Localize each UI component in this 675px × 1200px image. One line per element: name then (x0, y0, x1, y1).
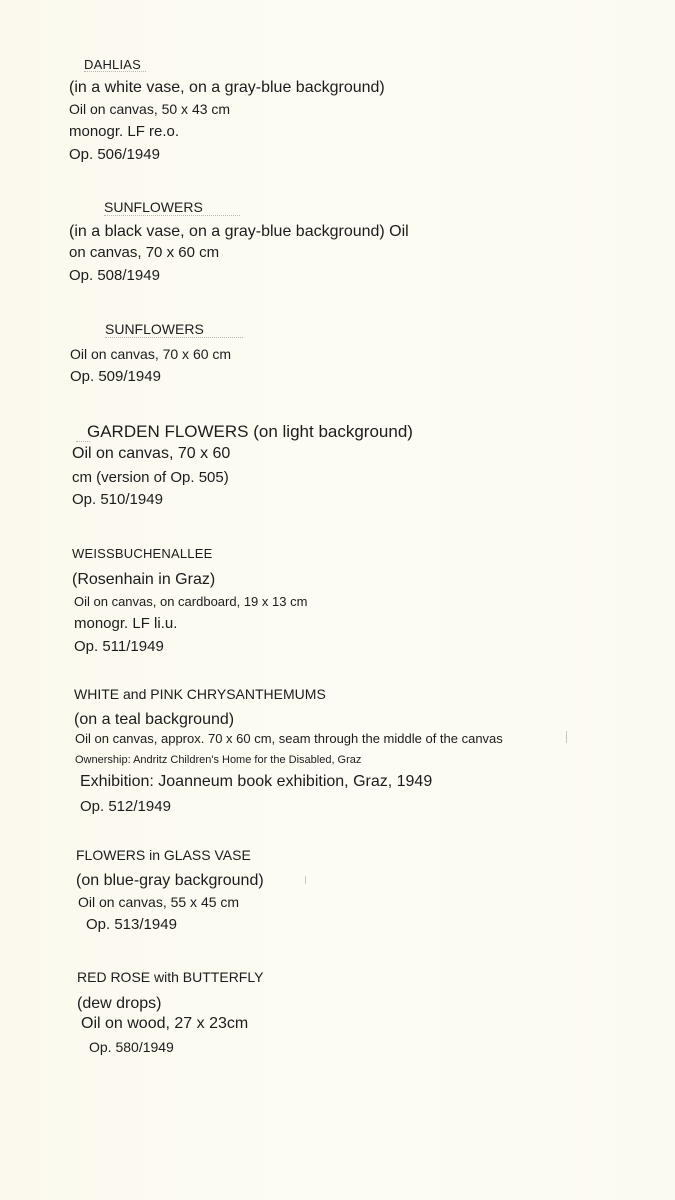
entry-title: SUNFLOWERS (105, 321, 204, 337)
entry-subtitle: (on blue-gray background) (76, 872, 264, 889)
entry-medium-cont: cm (version of Op. 505) (72, 469, 229, 486)
entry-title: RED ROSE with BUTTERFLY (77, 969, 264, 985)
entry-medium: Oil on canvas, on cardboard, 19 x 13 cm (74, 594, 308, 609)
entry-opus: Op. 580/1949 (89, 1039, 174, 1055)
entry-opus: Op. 508/1949 (69, 267, 160, 284)
entry-medium: Oil on canvas, approx. 70 x 60 cm, seam through the middle of the canvas (75, 731, 503, 746)
entry-opus: Op. 512/1949 (80, 798, 171, 815)
entry-medium: Oil on canvas, 50 x 43 cm (69, 101, 231, 117)
entry-subtitle: (in a white vase, on a gray-blue background) (69, 79, 385, 96)
title-underline (105, 337, 243, 338)
entry-medium: on canvas, 70 x 60 cm (69, 244, 220, 261)
entry-medium: Oil on canvas, 70 x 60 (72, 445, 231, 462)
entry-title: WHITE and PINK CHRYSANTHEMUMS (74, 686, 326, 702)
scan-mark (566, 731, 567, 743)
entry-opus: Op. 511/1949 (74, 638, 164, 655)
entry-monogram: monogr. LF re.o. (69, 123, 180, 140)
entry-monogram: monogr. LF li.u. (74, 615, 178, 632)
entry-subtitle: (on a teal background) (74, 711, 235, 728)
entry-medium: Oil on wood, 27 x 23cm (81, 1015, 249, 1032)
entry-exhibition: Exhibition: Joanneum book exhibition, Graz, 1949 (80, 773, 433, 790)
title-underline (76, 441, 90, 442)
entry-opus: Op. 510/1949 (72, 491, 163, 508)
entry-title: SUNFLOWERS (104, 199, 203, 215)
entry-subtitle: (in a black vase, on a gray-blue background) Oil (69, 223, 409, 240)
entry-title: GARDEN FLOWERS (on light background) (87, 422, 413, 441)
entry-opus: Op. 509/1949 (70, 368, 161, 385)
entry-title: FLOWERS in GLASS VASE (76, 847, 251, 863)
entry-medium: Oil on canvas, 70 x 60 cm (70, 346, 232, 362)
entry-subtitle: (dew drops) (77, 995, 162, 1012)
title-underline (104, 215, 240, 216)
entry-opus: Op. 513/1949 (86, 916, 177, 933)
scan-mark (305, 876, 306, 884)
entry-ownership: Ownership: Andritz Children's Home for the Disabled, Graz (75, 754, 362, 766)
title-underline (84, 71, 146, 72)
entry-title: WEISSBUCHENALLEE (72, 546, 213, 561)
entry-medium: Oil on canvas, 55 x 45 cm (78, 894, 240, 910)
entry-subtitle: (Rosenhain in Graz) (72, 571, 216, 588)
entry-title: DAHLIAS (84, 57, 142, 72)
entry-opus: Op. 506/1949 (69, 146, 160, 163)
